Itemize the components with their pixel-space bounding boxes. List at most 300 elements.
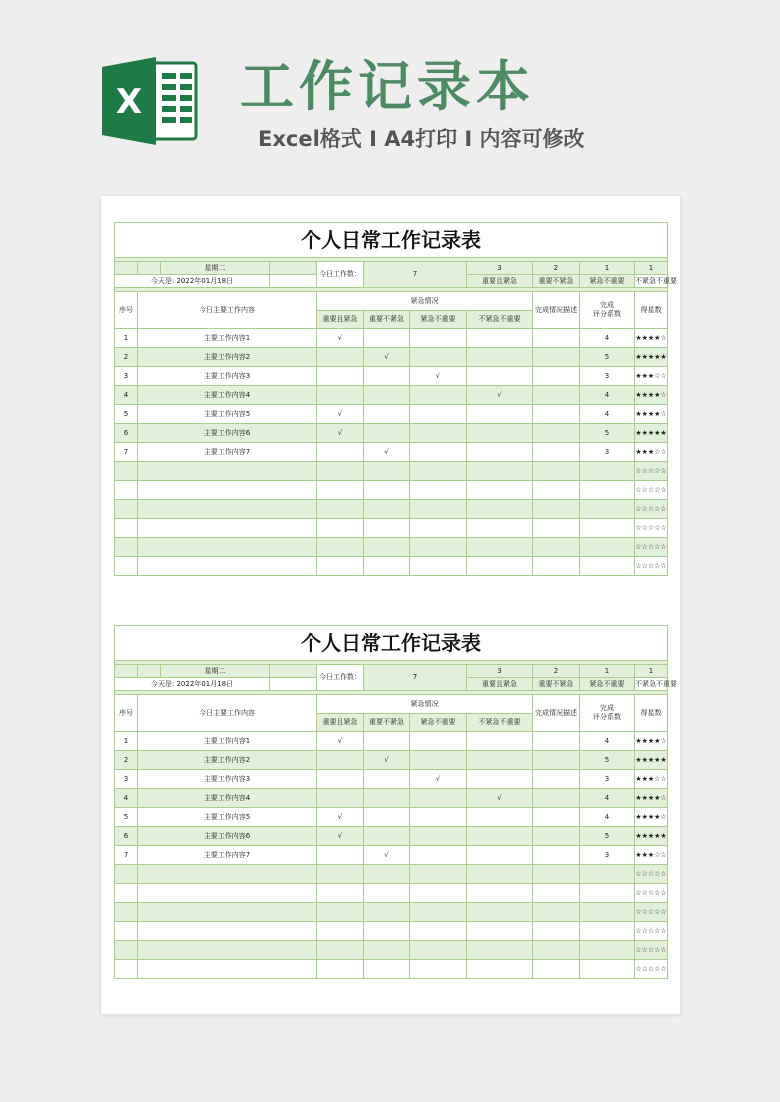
today-task-label: 今日工作数： [317,262,364,288]
table-row [115,405,668,424]
row-completion [533,846,580,865]
row-content: 主要工作内容5 [138,808,317,827]
row-check-important-urgent [317,865,364,884]
table-row [115,960,668,979]
row-content [138,941,317,960]
row-check-urgent-not-important [410,462,467,481]
row-stars: ★★★★★ [635,424,668,443]
row-content [138,538,317,557]
row-seq: 5 [115,405,138,424]
row-completion [533,386,580,405]
row-content: 主要工作内容2 [138,751,317,770]
row-seq [115,960,138,979]
row-stars: ☆☆☆☆☆ [635,960,668,979]
row-check-important-not-urgent [364,865,410,884]
row-check-urgent-not-important [410,846,467,865]
header-score: 完成 评分系数 [580,292,635,329]
row-seq [115,903,138,922]
row-seq: 6 [115,424,138,443]
row-check-important-not-urgent [364,903,410,922]
info-cell [270,665,317,678]
row-stars: ★★★★★ [635,751,668,770]
row-check-neither [467,519,533,538]
table-row [115,941,668,960]
row-seq [115,462,138,481]
header-content: 今日主要工作内容 [138,292,317,329]
row-content: 主要工作内容1 [138,329,317,348]
row-check-important-not-urgent [364,789,410,808]
header-content: 今日主要工作内容 [138,695,317,732]
row-check-neither [467,424,533,443]
row-content: 主要工作内容5 [138,405,317,424]
row-check-neither [467,367,533,386]
row-check-important-not-urgent [364,405,410,424]
row-content [138,462,317,481]
row-check-neither [467,751,533,770]
row-check-urgent-not-important [410,865,467,884]
row-completion [533,481,580,500]
row-check-important-not-urgent [364,367,410,386]
row-check-important-not-urgent [364,922,410,941]
row-completion [533,827,580,846]
row-content: 主要工作内容6 [138,424,317,443]
row-stars: ☆☆☆☆☆ [635,538,668,557]
info-cell [270,275,317,288]
row-score [580,462,635,481]
info-cell [270,678,317,691]
row-check-neither [467,462,533,481]
row-content [138,519,317,538]
count-neither: 1 [635,262,668,275]
row-check-important-urgent: √ [317,405,364,424]
row-check-neither [467,329,533,348]
row-completion [533,941,580,960]
row-score: 3 [580,367,635,386]
row-check-neither [467,884,533,903]
row-stars: ★★★☆☆ [635,443,668,462]
row-completion [533,329,580,348]
row-check-important-urgent [317,538,364,557]
row-check-urgent-not-important [410,732,467,751]
row-check-important-not-urgent [364,538,410,557]
today-task-count: 7 [364,262,467,288]
row-stars: ☆☆☆☆☆ [635,884,668,903]
row-content [138,922,317,941]
row-check-important-not-urgent [364,557,410,576]
row-content [138,865,317,884]
row-content: 主要工作内容7 [138,846,317,865]
row-check-neither [467,481,533,500]
header-seq: 序号 [115,292,138,329]
row-check-important-not-urgent [364,827,410,846]
row-score: 5 [580,827,635,846]
subheader-important-urgent: 重要且紧急 [317,311,364,329]
count-neither: 1 [635,665,668,678]
count-urgent-not-important: 1 [580,262,635,275]
row-check-important-not-urgent [364,481,410,500]
row-seq [115,941,138,960]
row-check-urgent-not-important [410,405,467,424]
row-seq: 7 [115,846,138,865]
row-score [580,903,635,922]
row-check-important-urgent [317,903,364,922]
banner [0,0,780,190]
row-stars: ★★★★☆ [635,732,668,751]
row-check-important-urgent [317,386,364,405]
row-check-important-not-urgent: √ [364,846,410,865]
row-score: 3 [580,443,635,462]
subheader-urgent-not-important: 紧急不重要 [410,714,467,732]
table-row [115,808,668,827]
row-stars: ☆☆☆☆☆ [635,519,668,538]
info-cell [138,262,161,275]
row-stars: ★★★☆☆ [635,846,668,865]
row-check-urgent-not-important: √ [410,770,467,789]
row-check-important-not-urgent [364,770,410,789]
row-completion [533,348,580,367]
table-row [115,732,668,751]
count-important-not-urgent: 2 [533,665,580,678]
header-score: 完成 评分系数 [580,695,635,732]
record-grid [114,222,677,576]
table-row [115,922,668,941]
row-seq [115,519,138,538]
page-subtitle: Excel格式 I A4打印 I 内容可修改 [258,127,585,151]
row-completion [533,538,580,557]
row-content: 主要工作内容6 [138,827,317,846]
row-completion [533,557,580,576]
today-date: 今天是: 2022年01月18日 [115,678,270,691]
today-date: 今天是: 2022年01月18日 [115,275,270,288]
table-row [115,789,668,808]
row-check-neither [467,443,533,462]
row-seq [115,557,138,576]
row-check-urgent-not-important [410,386,467,405]
header-completion: 完成情况描述 [533,292,580,329]
row-score [580,481,635,500]
row-stars: ★★★★☆ [635,789,668,808]
row-stars: ★★★★☆ [635,808,668,827]
row-score [580,941,635,960]
row-check-neither [467,348,533,367]
row-check-important-urgent [317,519,364,538]
row-check-urgent-not-important [410,538,467,557]
table-row [115,770,668,789]
row-seq [115,500,138,519]
row-content [138,500,317,519]
row-seq [115,922,138,941]
row-check-neither [467,500,533,519]
row-content [138,481,317,500]
table-row [115,751,668,770]
row-seq: 5 [115,808,138,827]
info-cell [138,665,161,678]
row-stars: ★★★☆☆ [635,367,668,386]
row-check-urgent-not-important [410,557,467,576]
row-seq: 6 [115,827,138,846]
info-cell [115,665,138,678]
row-check-urgent-not-important [410,922,467,941]
work-record-table-2 [114,625,677,979]
row-score [580,884,635,903]
row-seq: 2 [115,348,138,367]
row-score: 5 [580,348,635,367]
row-check-important-not-urgent [364,329,410,348]
row-seq: 1 [115,329,138,348]
row-check-important-not-urgent [364,424,410,443]
row-seq: 7 [115,443,138,462]
table-row [115,538,668,557]
row-check-important-urgent [317,500,364,519]
row-score: 4 [580,789,635,808]
row-completion [533,922,580,941]
row-check-neither [467,903,533,922]
row-score [580,960,635,979]
row-seq: 3 [115,367,138,386]
row-stars: ☆☆☆☆☆ [635,557,668,576]
row-seq: 3 [115,770,138,789]
table-row [115,386,668,405]
row-check-neither [467,941,533,960]
row-completion [533,405,580,424]
row-score [580,500,635,519]
row-check-neither [467,732,533,751]
category-neither: 不紧急不重要 [635,275,668,288]
row-check-neither [467,405,533,424]
row-check-urgent-not-important [410,481,467,500]
table-row [115,865,668,884]
row-check-urgent-not-important [410,751,467,770]
table-row [115,557,668,576]
row-check-important-not-urgent [364,960,410,979]
row-check-urgent-not-important [410,884,467,903]
row-check-important-urgent [317,557,364,576]
row-completion [533,732,580,751]
row-check-urgent-not-important [410,348,467,367]
subheader-neither: 不紧急不重要 [467,714,533,732]
row-check-neither [467,846,533,865]
row-score [580,519,635,538]
table-row [115,500,668,519]
row-check-important-urgent [317,443,364,462]
record-grid [114,625,677,979]
row-completion [533,462,580,481]
category-important-urgent: 重要且紧急 [467,678,533,691]
row-seq [115,884,138,903]
row-content: 主要工作内容3 [138,367,317,386]
row-check-important-not-urgent: √ [364,751,410,770]
weekday-cell: 星期二 [161,665,270,678]
row-check-important-urgent: √ [317,827,364,846]
row-content [138,557,317,576]
info-cell [270,262,317,275]
row-stars: ☆☆☆☆☆ [635,922,668,941]
header-completion: 完成情况描述 [533,695,580,732]
header-stars: 得星数 [635,292,668,329]
row-check-important-urgent: √ [317,424,364,443]
row-score [580,557,635,576]
row-check-important-urgent [317,941,364,960]
row-content [138,903,317,922]
row-content [138,960,317,979]
row-completion [533,770,580,789]
row-check-urgent-not-important [410,960,467,979]
row-stars: ★★★☆☆ [635,770,668,789]
row-content: 主要工作内容2 [138,348,317,367]
row-check-neither [467,960,533,979]
row-score: 4 [580,732,635,751]
sheet-title: 个人日常工作记录表 [115,626,668,661]
table-row [115,903,668,922]
row-stars: ★★★★☆ [635,329,668,348]
row-score [580,922,635,941]
subheader-neither: 不紧急不重要 [467,311,533,329]
row-check-important-not-urgent [364,884,410,903]
row-check-important-not-urgent [364,386,410,405]
row-check-neither: √ [467,386,533,405]
count-important-urgent: 3 [467,665,533,678]
header-seq: 序号 [115,695,138,732]
row-check-neither [467,922,533,941]
row-check-neither [467,865,533,884]
row-seq: 1 [115,732,138,751]
row-seq [115,481,138,500]
header-urgency: 紧急情况 [317,695,533,714]
row-check-important-urgent [317,462,364,481]
today-task-count: 7 [364,665,467,691]
row-seq [115,538,138,557]
row-check-important-urgent [317,884,364,903]
category-important-not-urgent: 重要不紧急 [533,275,580,288]
work-record-table-1 [114,222,677,576]
row-check-neither [467,827,533,846]
row-stars: ☆☆☆☆☆ [635,903,668,922]
category-urgent-not-important: 紧急不重要 [580,678,635,691]
info-cell [115,262,138,275]
sheet-title: 个人日常工作记录表 [115,223,668,258]
row-check-important-urgent [317,367,364,386]
row-completion [533,903,580,922]
row-stars: ☆☆☆☆☆ [635,941,668,960]
row-score: 5 [580,751,635,770]
header-urgency: 紧急情况 [317,292,533,311]
table-row [115,462,668,481]
row-check-important-urgent: √ [317,808,364,827]
row-stars: ★★★★☆ [635,386,668,405]
subheader-important-not-urgent: 重要不紧急 [364,714,410,732]
row-check-urgent-not-important: √ [410,367,467,386]
row-check-urgent-not-important [410,808,467,827]
row-content: 主要工作内容3 [138,770,317,789]
row-check-important-urgent [317,846,364,865]
row-score: 4 [580,386,635,405]
row-content: 主要工作内容1 [138,732,317,751]
row-check-important-not-urgent [364,500,410,519]
row-completion [533,500,580,519]
row-stars: ☆☆☆☆☆ [635,865,668,884]
excel-icon [102,57,198,145]
row-check-urgent-not-important [410,424,467,443]
count-important-not-urgent: 2 [533,262,580,275]
subheader-important-not-urgent: 重要不紧急 [364,311,410,329]
page-title: 工作记录本 [240,55,535,118]
header-stars: 得星数 [635,695,668,732]
row-check-urgent-not-important [410,329,467,348]
row-completion [533,519,580,538]
row-content: 主要工作内容7 [138,443,317,462]
row-content: 主要工作内容4 [138,386,317,405]
row-check-neither [467,557,533,576]
subheader-important-urgent: 重要且紧急 [317,714,364,732]
row-content: 主要工作内容4 [138,789,317,808]
category-important-urgent: 重要且紧急 [467,275,533,288]
table-row [115,424,668,443]
today-task-label: 今日工作数： [317,665,364,691]
row-seq [115,865,138,884]
table-row [115,519,668,538]
row-check-important-urgent [317,770,364,789]
subheader-urgent-not-important: 紧急不重要 [410,311,467,329]
row-completion [533,808,580,827]
category-urgent-not-important: 紧急不重要 [580,275,635,288]
row-stars: ★★★★★ [635,348,668,367]
row-check-neither [467,808,533,827]
table-row [115,846,668,865]
row-check-important-not-urgent [364,519,410,538]
row-seq: 4 [115,386,138,405]
row-stars: ★★★★★ [635,827,668,846]
row-check-important-urgent [317,481,364,500]
row-completion [533,865,580,884]
row-check-important-urgent [317,922,364,941]
table-row [115,329,668,348]
table-row [115,443,668,462]
row-check-important-not-urgent: √ [364,348,410,367]
row-check-neither [467,538,533,557]
row-completion [533,443,580,462]
row-score: 5 [580,424,635,443]
row-check-urgent-not-important [410,827,467,846]
table-row [115,884,668,903]
row-completion [533,424,580,443]
row-check-urgent-not-important [410,789,467,808]
row-check-important-urgent: √ [317,329,364,348]
table-row [115,348,668,367]
row-check-important-urgent [317,348,364,367]
row-score: 4 [580,329,635,348]
row-completion [533,960,580,979]
row-score: 3 [580,770,635,789]
table-row [115,367,668,386]
row-check-important-not-urgent: √ [364,443,410,462]
row-completion [533,367,580,386]
row-check-important-urgent [317,751,364,770]
row-check-important-urgent [317,960,364,979]
row-check-urgent-not-important [410,500,467,519]
excel-logo-letter: X [115,82,143,122]
row-stars: ★★★★☆ [635,405,668,424]
row-completion [533,751,580,770]
row-score: 4 [580,808,635,827]
row-check-important-not-urgent [364,462,410,481]
row-check-neither: √ [467,789,533,808]
row-check-important-urgent: √ [317,732,364,751]
row-completion [533,884,580,903]
row-check-important-not-urgent [364,732,410,751]
row-check-important-not-urgent [364,808,410,827]
category-neither: 不紧急不重要 [635,678,668,691]
row-check-urgent-not-important [410,941,467,960]
